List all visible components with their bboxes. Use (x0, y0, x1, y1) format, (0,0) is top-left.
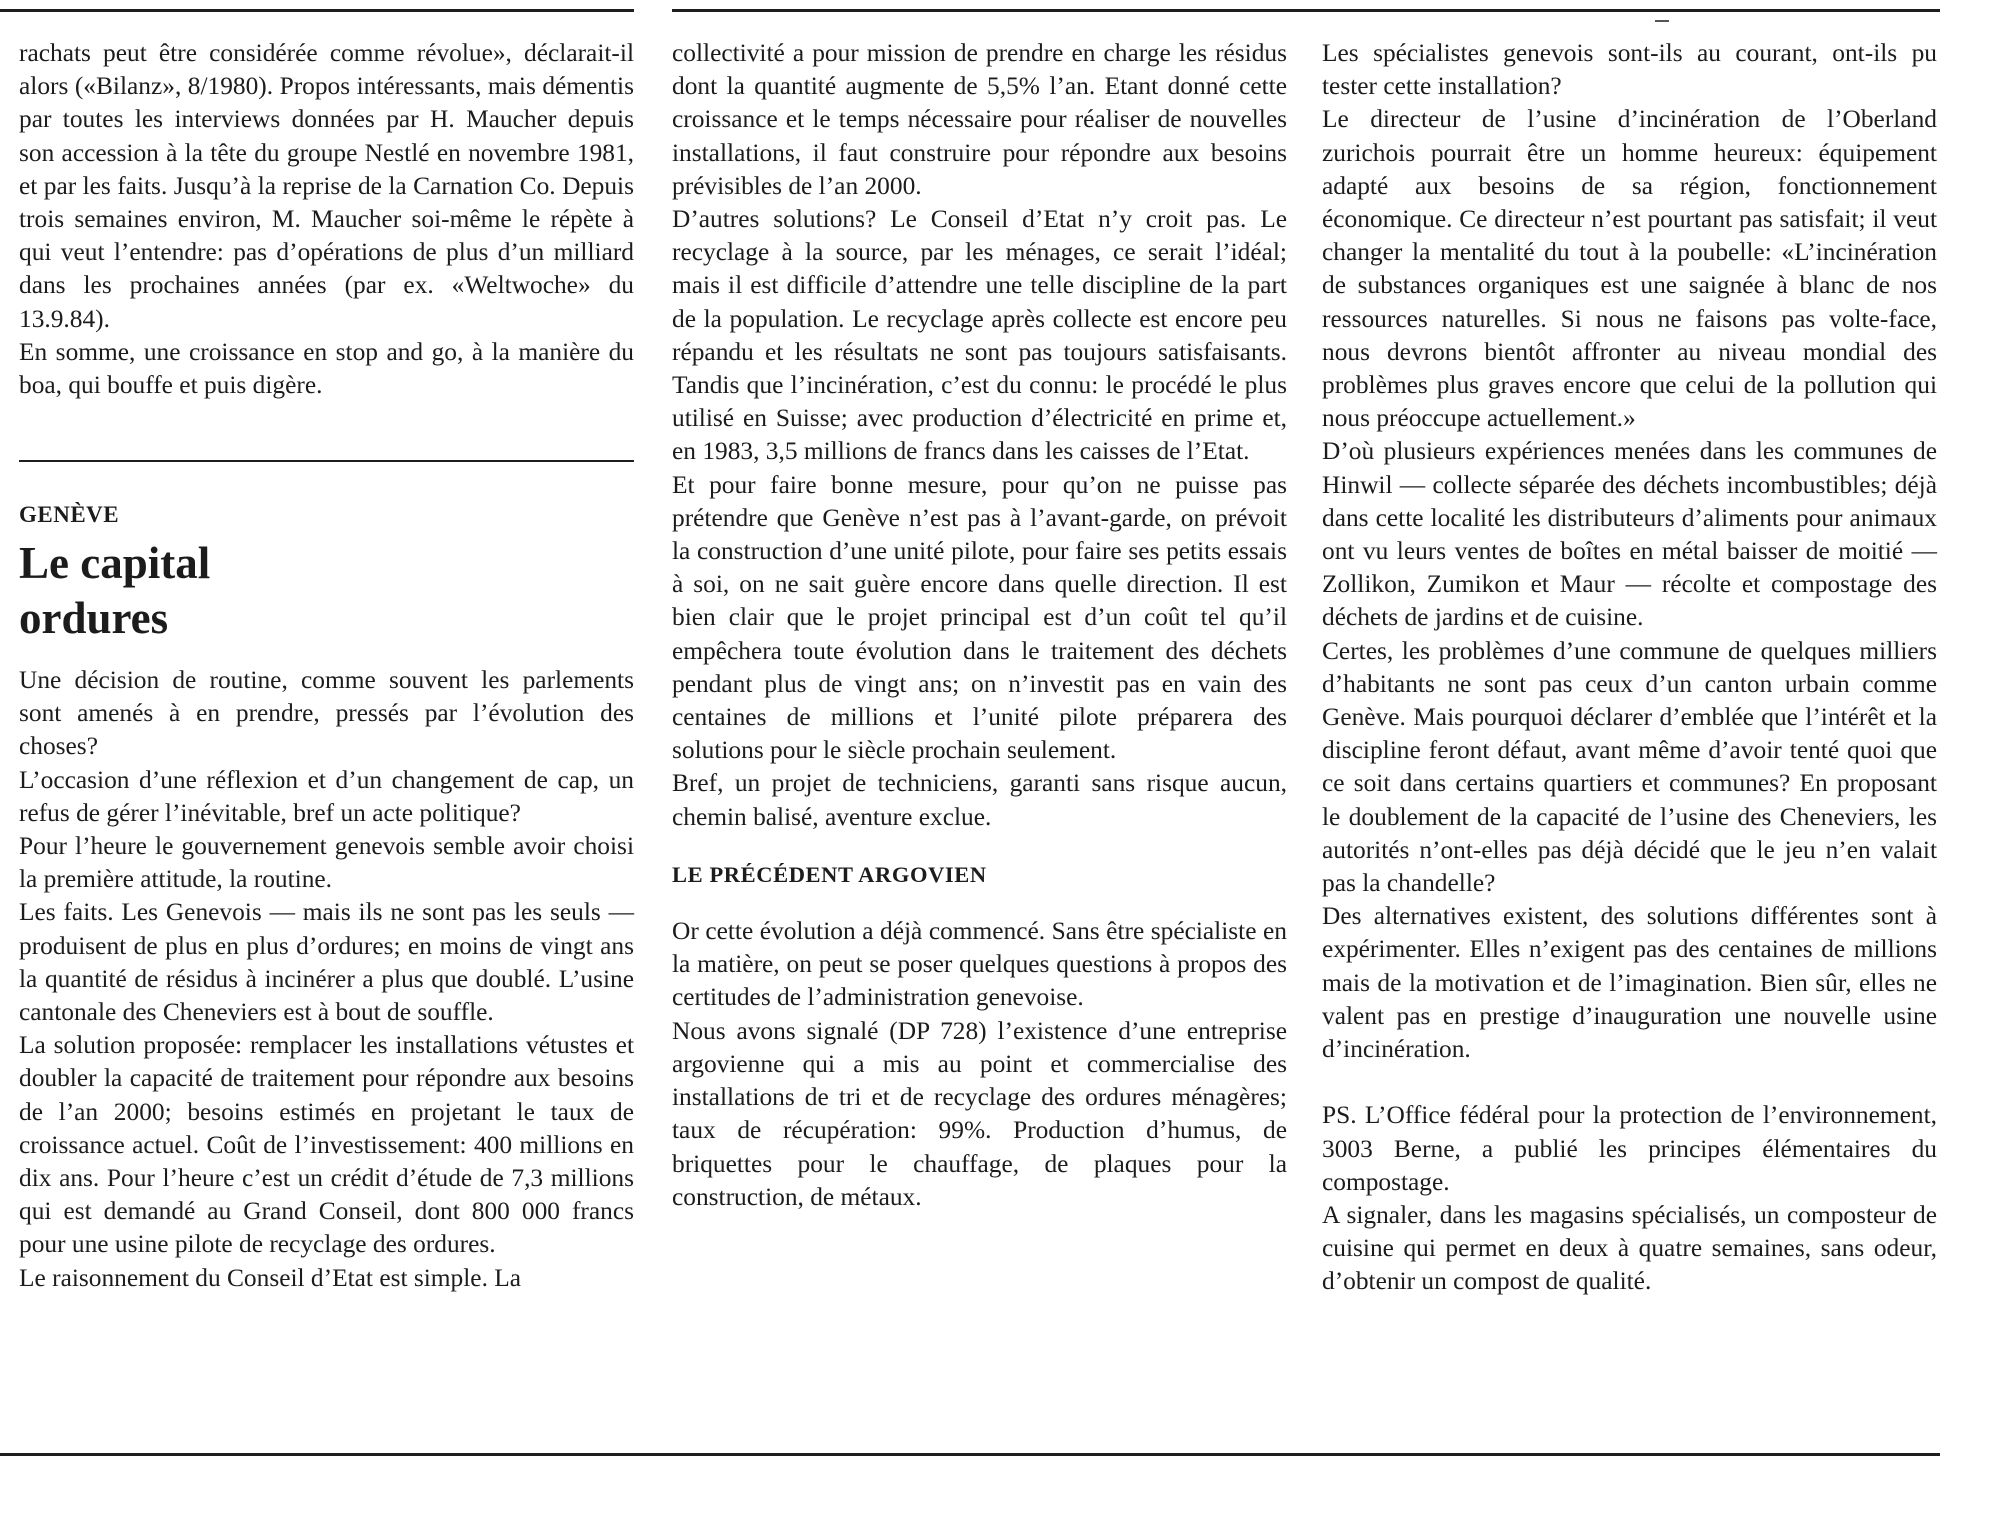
paragraph: La solution proposée: remplacer les installations vétustes et doubler la capacité de traitement pour répondre aux besoins de l’an 2000; besoins estimés en projetant le taux de croissance actuel. Coût de l’investissement: 400 millions en dix ans. Pour l’heure c’est un crédit d’étude de 7,3 millions qui est demandé au Grand Conseil, dont 800 000 francs pour une usine pilote de recyclage des ordures. (19, 1031, 634, 1259)
paragraph: Le directeur de l’usine d’incinération de l’Oberland zurichois pourrait être un homme heureux: équipement adapté aux besoins de sa région, fonctionnement économique. Ce directeur n’est pourtant pas satisfait; il veut changer la mentalité du tout à la poubelle: «L’incinération de substances organiques est une saignée à blanc de nos ressources naturelles. Si nous ne faisons pas volte-face, nous devrons bientôt affronter au niveau mondial des problèmes plus graves encore que celui de la pollution qui nous préoccupe actuellement.» (1322, 105, 1937, 433)
column1-top (19, 37, 634, 402)
paragraph: Des alternatives existent, des solutions différentes sont à expérimenter. Elles n’exigent pas des centaines de millions mais de la motivation et de l’imagination. Bien sûr, elles ne valent pas en prestige d’inauguration une nouvelle usine d’incinération. (1322, 902, 1937, 1064)
column2 (672, 37, 1287, 1214)
ps-paragraph: A signaler, dans les magasins spécialisés, un composteur de cuisine qui permet en deux à quatre semaines, sans odeur, d’obtenir un compost de qualité. (1322, 1200, 1937, 1296)
ps-paragraph: PS. L’Office fédéral pour la protection de l’environnement, 3003 Berne, a publié les principes élémentaires du compostage. (1322, 1101, 1937, 1196)
headline-line-2: ordures (19, 593, 169, 643)
paragraph: Or cette évolution a déjà commencé. Sans être spécialiste en la matière, on peut se poser quelques questions à propos des certitudes de l’administration genevoise. (672, 917, 1287, 1012)
register-mark (1655, 20, 1669, 22)
paragraph: Le raisonnement du Conseil d’Etat est simple. La (19, 1263, 522, 1292)
paragraph: Nous avons signalé (DP 728) l’existence d’une entreprise argovienne qui a mis au point et commercialise des installations de tri et de recyclage des ordures ménagères; taux de récupération: 99%. Production d’humus, de briquettes pour le chauffage, de plaques pour la construction, de métaux. (672, 1016, 1287, 1211)
paragraph: D’autres solutions? Le Conseil d’Etat n’y croit pas. Le recyclage à la source, par les ménages, ce serait l’idéal; mais il est difficile d’attendre une telle discipline de la part de la population. Le recyclage après collecte est encore peu répandu et les résultats ne sont pas toujours satisfaisants. Tandis que l’incinération, c’est du connu: le procédé le plus utilisé en Suisse; avec production d’électricité en prime et, en 1983, 3,5 millions de francs dans les caisses de l’Etat. (672, 205, 1287, 466)
paragraph: Les faits. Les Genevois — mais ils ne sont pas les seuls — produisent de plus en plus d’ordures; en moins de vingt ans la quantité de résidus à incinérer a plus que doublé. L’usine cantonale des Cheneviers est à bout de souffle. (19, 898, 634, 1027)
column3 (1322, 37, 1937, 1299)
column1-article (19, 664, 634, 1295)
bottom-rule (0, 1453, 1940, 1456)
paragraph: Pour l’heure le gouvernement genevois semble avoir choisi la première attitude, la routine. (19, 832, 634, 894)
paragraph: Certes, les problèmes d’une commune de quelques milliers d’habitants ne sont pas ceux d’un canton urbain comme Genève. Mais pourquoi déclarer d’emblée que l’intérêt et la discipline feront défaut, avant même d’avoir tenté quoi que ce soit dans certains quartiers et communes? En proposant le doublement de la capacité de l’usine des Cheneviers, les autorités n’ont-elles pas déjà décidé que le jeu n’en valait pas la chandelle? (1322, 636, 1937, 898)
paragraph: En somme, une croissance en stop and go, à la manière du boa, qui bouffe et puis digère. (19, 337, 634, 400)
paragraph: Et pour faire bonne mesure, pour qu’on ne puisse pas prétendre que Genève n’est pas à l’avant-garde, on prévoit la construction d’une unité pilote, pour faire ses petits essais à soi, on ne sait guère encore dans quelle direction. Il est bien clair que le projet principal est d’un coût tel qu’il empêchera toute évolution dans le traitement des déchets pendant plus de vingt ans; on n’investit pas en vain des centaines de millions et l’unité pilote préparera des solutions pour le siècle prochain seulement. (672, 470, 1287, 765)
paragraph: D’où plusieurs expériences menées dans les communes de Hinwil — collecte séparée des déchets incombustibles; déjà dans cette localité les distributeurs d’aliments pour animaux ont vu leurs ventes de boîtes en métal baisser de moitié — Zollikon, Zumikon et Maur — récolte et compostage des déchets de jardins et de cuisine. (1322, 437, 1937, 632)
paragraph: rachats peut être considérée comme révolue», déclarait-il alors («Bilanz», 8/1980). Propos intéressants, mais démentis par toutes les interviews données par H. Maucher depuis son accession à la tête du groupe Nestlé en novembre 1981, et par les faits. Jusqu’à la reprise de la Carnation Co. Depuis trois semaines environ, M. Maucher soi-même le répète à qui veut l’entendre: pas d’opérations de plus d’un milliard dans les prochaines années (par ex. «Weltwoche» du 13.9.84). (19, 39, 634, 333)
paragraph: collectivité a pour mission de prendre en charge les résidus dont la quantité augmente de 5,5% l’an. Etant donné cette croissance et le temps nécessaire pour réaliser de nouvelles installations, il faut construire pour répondre aux besoins prévisibles de l’an 2000. (672, 39, 1287, 200)
paragraph: Les spécialistes genevois sont-ils au courant, ont-ils pu tester cette installation? (1322, 39, 1937, 101)
article-headline (19, 536, 519, 646)
section-rule (19, 460, 634, 462)
spacer (1322, 1066, 1937, 1099)
paragraph: Bref, un projet de techniciens, garanti sans risque aucun, chemin balisé, aventure exclue. (672, 769, 1287, 831)
top-rule-left (0, 9, 634, 12)
headline-line-1: Le capital (19, 538, 211, 588)
paragraph: L’occasion d’une réflexion et d’un changement de cap, un refus de gérer l’inévitable, bref un acte politique? (19, 765, 634, 827)
top-rule-right (672, 9, 1940, 12)
article-kicker: GENÈVE (19, 502, 120, 527)
section-subhead: LE PRÉCÉDENT ARGOVIEN (672, 861, 987, 887)
paragraph: Une décision de routine, comme souvent les parlements sont amenés à en prendre, pressés par l’évolution des choses? (19, 666, 634, 761)
